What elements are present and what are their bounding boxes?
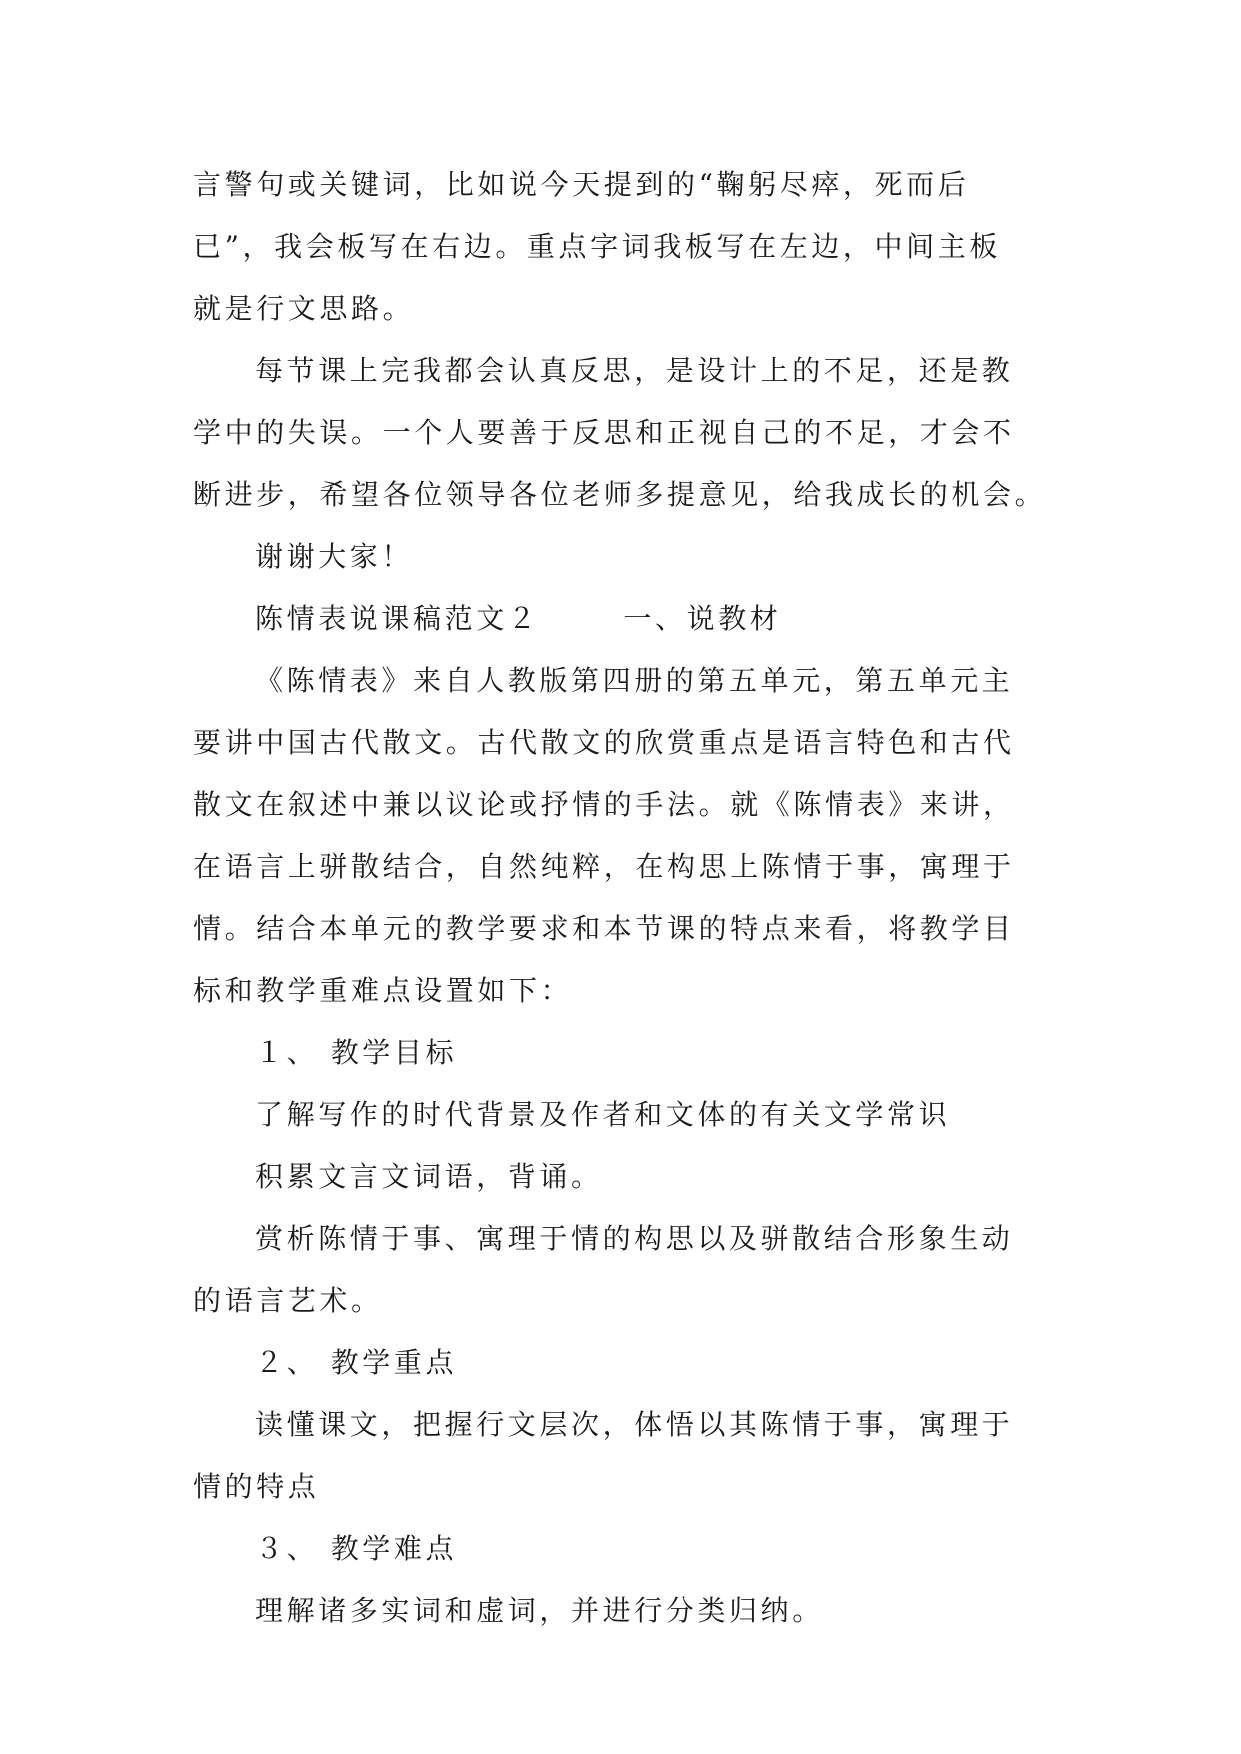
paragraph-line: 在语言上骈散结合，自然纯粹，在构思上陈情于事，寓理于: [193, 850, 1015, 883]
paragraph-line: 每节课上完我都会认真反思，是设计上的不足，还是教: [255, 354, 1014, 387]
numbered-heading: ３、 教学难点: [255, 1532, 458, 1565]
paragraph-line: 赏析陈情于事、寓理于情的构思以及骈散结合形象生动: [255, 1222, 1014, 1255]
paragraph-line: 就是行文思路。: [193, 292, 415, 325]
paragraph-line: 散文在叙述中兼以议论或抒情的手法。就《陈情表》来讲，: [193, 788, 1015, 821]
paragraph-line: 《陈情表》来自人教版第四册的第五单元，第五单元主: [255, 664, 1014, 697]
paragraph-line: 言警句或关键词，比如说今天提到的“鞠躬尽瘁，死而后: [193, 168, 970, 201]
paragraph-line: 的语言艺术。: [193, 1284, 383, 1317]
paragraph-line: 读懂课文，把握行文层次，体悟以其陈情于事，寓理于: [255, 1408, 1014, 1441]
numbered-heading: １、 教学目标: [255, 1036, 458, 1069]
numbered-heading: ２、 教学重点: [255, 1346, 458, 1379]
paragraph-line: 已”，我会板写在右边。重点字词我板写在左边，中间主板: [193, 230, 1001, 263]
paragraph-line: 理解诸多实词和虚词，并进行分类归纳。: [255, 1594, 824, 1627]
document-body: [193, 154, 1073, 1642]
paragraph-line: 积累文言文词语，背诵。: [255, 1160, 603, 1193]
section-title-line: [193, 588, 1073, 650]
paragraph-line: 了解写作的时代背景及作者和文体的有关文学常识: [255, 1098, 951, 1131]
paragraph-line: 情的特点: [193, 1470, 320, 1503]
paragraph-line: 标和教学重难点设置如下：: [193, 974, 573, 1007]
paragraph-line: 谢谢大家！: [255, 540, 414, 573]
section-heading: 一、说教材: [623, 602, 782, 635]
paragraph-line: 情。结合本单元的教学要求和本节课的特点来看，将教学目: [193, 912, 1015, 945]
section-title: 陈情表说课稿范文２: [255, 602, 540, 635]
paragraph-line: 学中的失误。一个人要善于反思和正视自己的不足，才会不: [193, 416, 1015, 449]
paragraph-line: 要讲中国古代散文。古代散文的欣赏重点是语言特色和古代: [193, 726, 1015, 759]
paragraph-line: 断进步，希望各位领导各位老师多提意见，给我成长的机会。: [193, 478, 1047, 511]
